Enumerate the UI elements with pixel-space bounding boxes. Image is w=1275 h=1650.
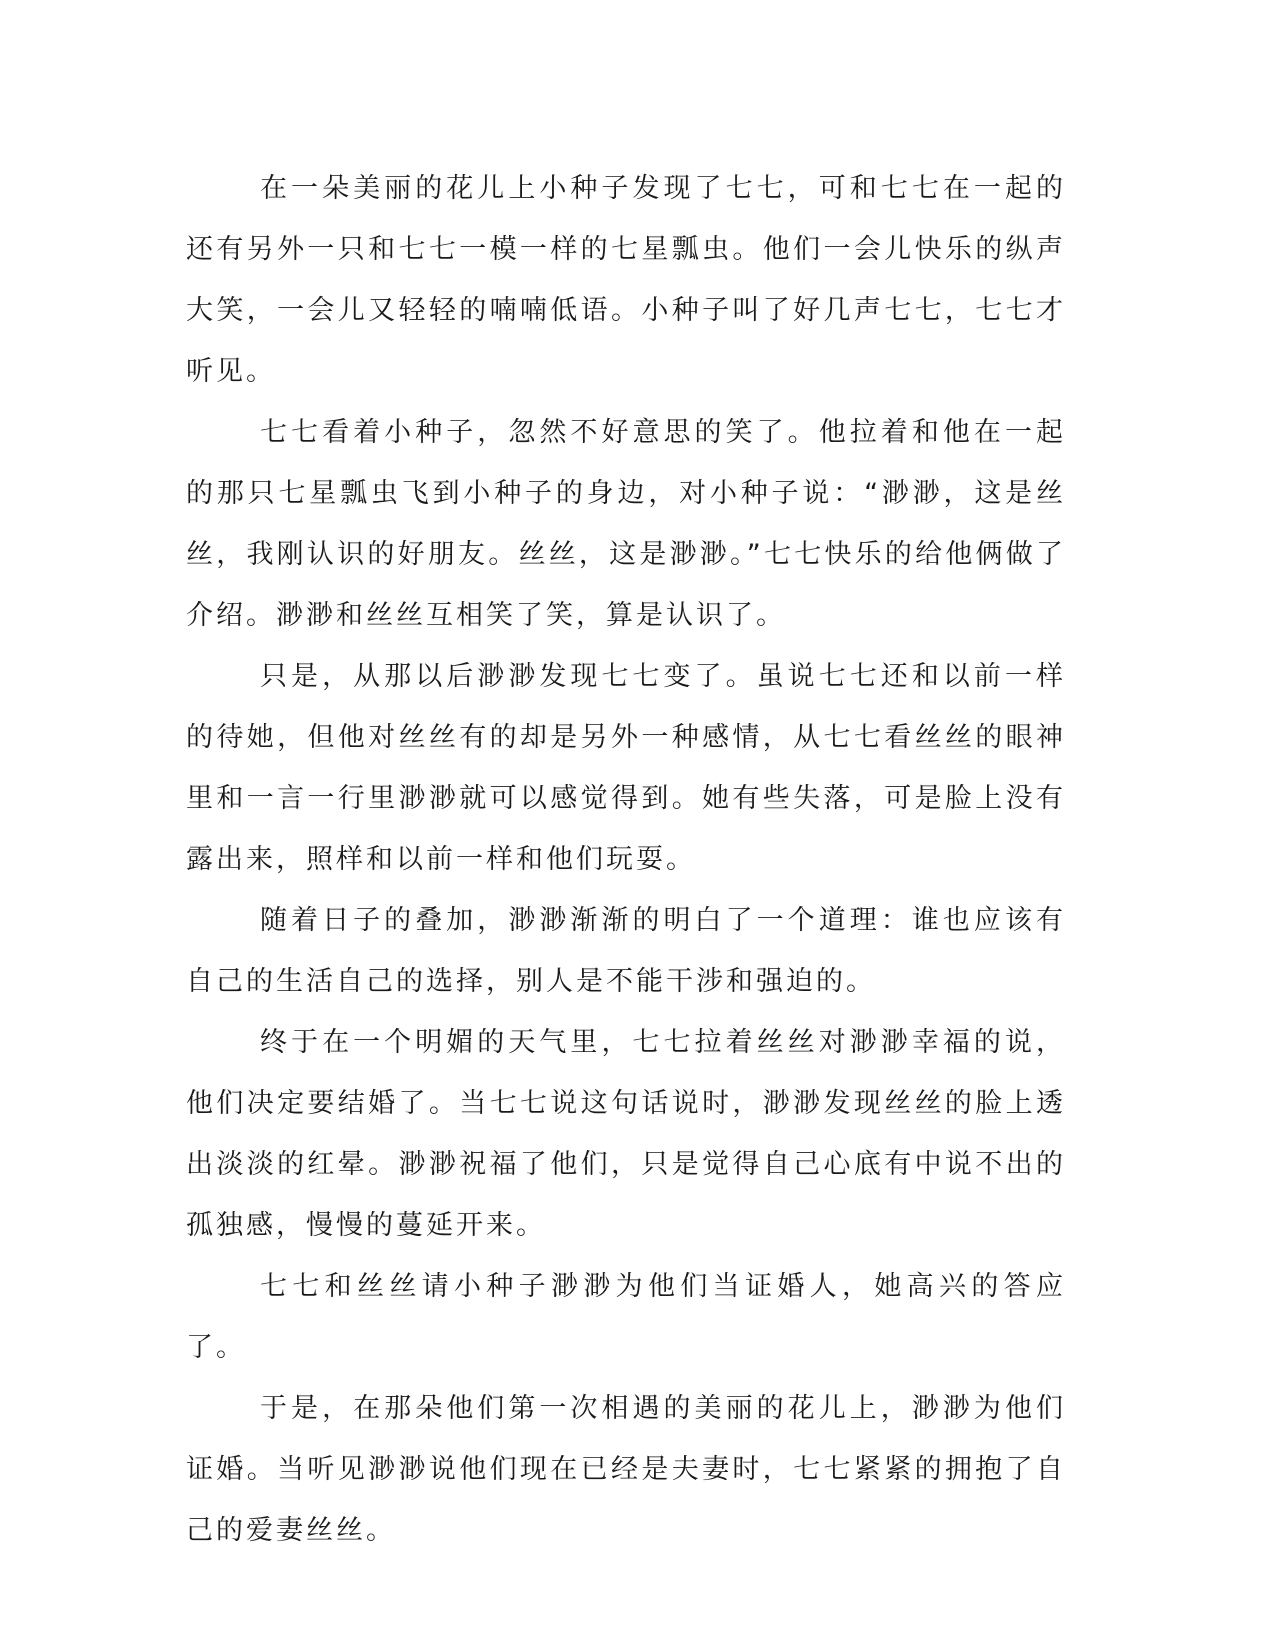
- paragraph-7: 于是，在那朵他们第一次相遇的美丽的花儿上，渺渺为他们证婚。当听见渺渺说他们现在已经是夫妻时，七七紧紧的拥抱了自己的爱妻丝丝。: [186, 1393, 1066, 1546]
- document-body: [186, 158, 1066, 1561]
- paragraph-5: 终于在一个明媚的天气里，七七拉着丝丝对渺渺幸福的说，他们决定要结婚了。当七七说这句话说时，渺渺发现丝丝的脸上透出淡淡的红晕。渺渺祝福了他们，只是觉得自己心底有中说不出的孤独感，慢慢的蔓延开来。: [186, 1027, 1066, 1241]
- paragraph-4: 随着日子的叠加，渺渺渐渐的明白了一个道理：谁也应该有自己的生活自己的选择，别人是不能干涉和强迫的。: [186, 905, 1066, 997]
- paragraph-2: 七七看着小种子，忽然不好意思的笑了。他拉着和他在一起的那只七星瓢虫飞到小种子的身边，对小种子说：“渺渺，这是丝丝，我刚认识的好朋友。丝丝，这是渺渺。”七七快乐的给他俩做了介绍。渺渺和丝丝互相笑了笑，算是认识了。: [186, 417, 1066, 631]
- paragraph-1: 在一朵美丽的花儿上小种子发现了七七，可和七七在一起的还有另外一只和七七一模一样的七星瓢虫。他们一会儿快乐的纵声大笑，一会儿又轻轻的喃喃低语。小种子叫了好几声七七，七七才听见。: [186, 173, 1066, 387]
- paragraph-6: 七七和丝丝请小种子渺渺为他们当证婚人，她高兴的答应了。: [186, 1271, 1066, 1363]
- paragraph-3: 只是，从那以后渺渺发现七七变了。虽说七七还和以前一样的待她，但他对丝丝有的却是另外一种感情，从七七看丝丝的眼神里和一言一行里渺渺就可以感觉得到。她有些失落，可是脸上没有露出来，照样和以前一样和他们玩耍。: [186, 661, 1066, 875]
